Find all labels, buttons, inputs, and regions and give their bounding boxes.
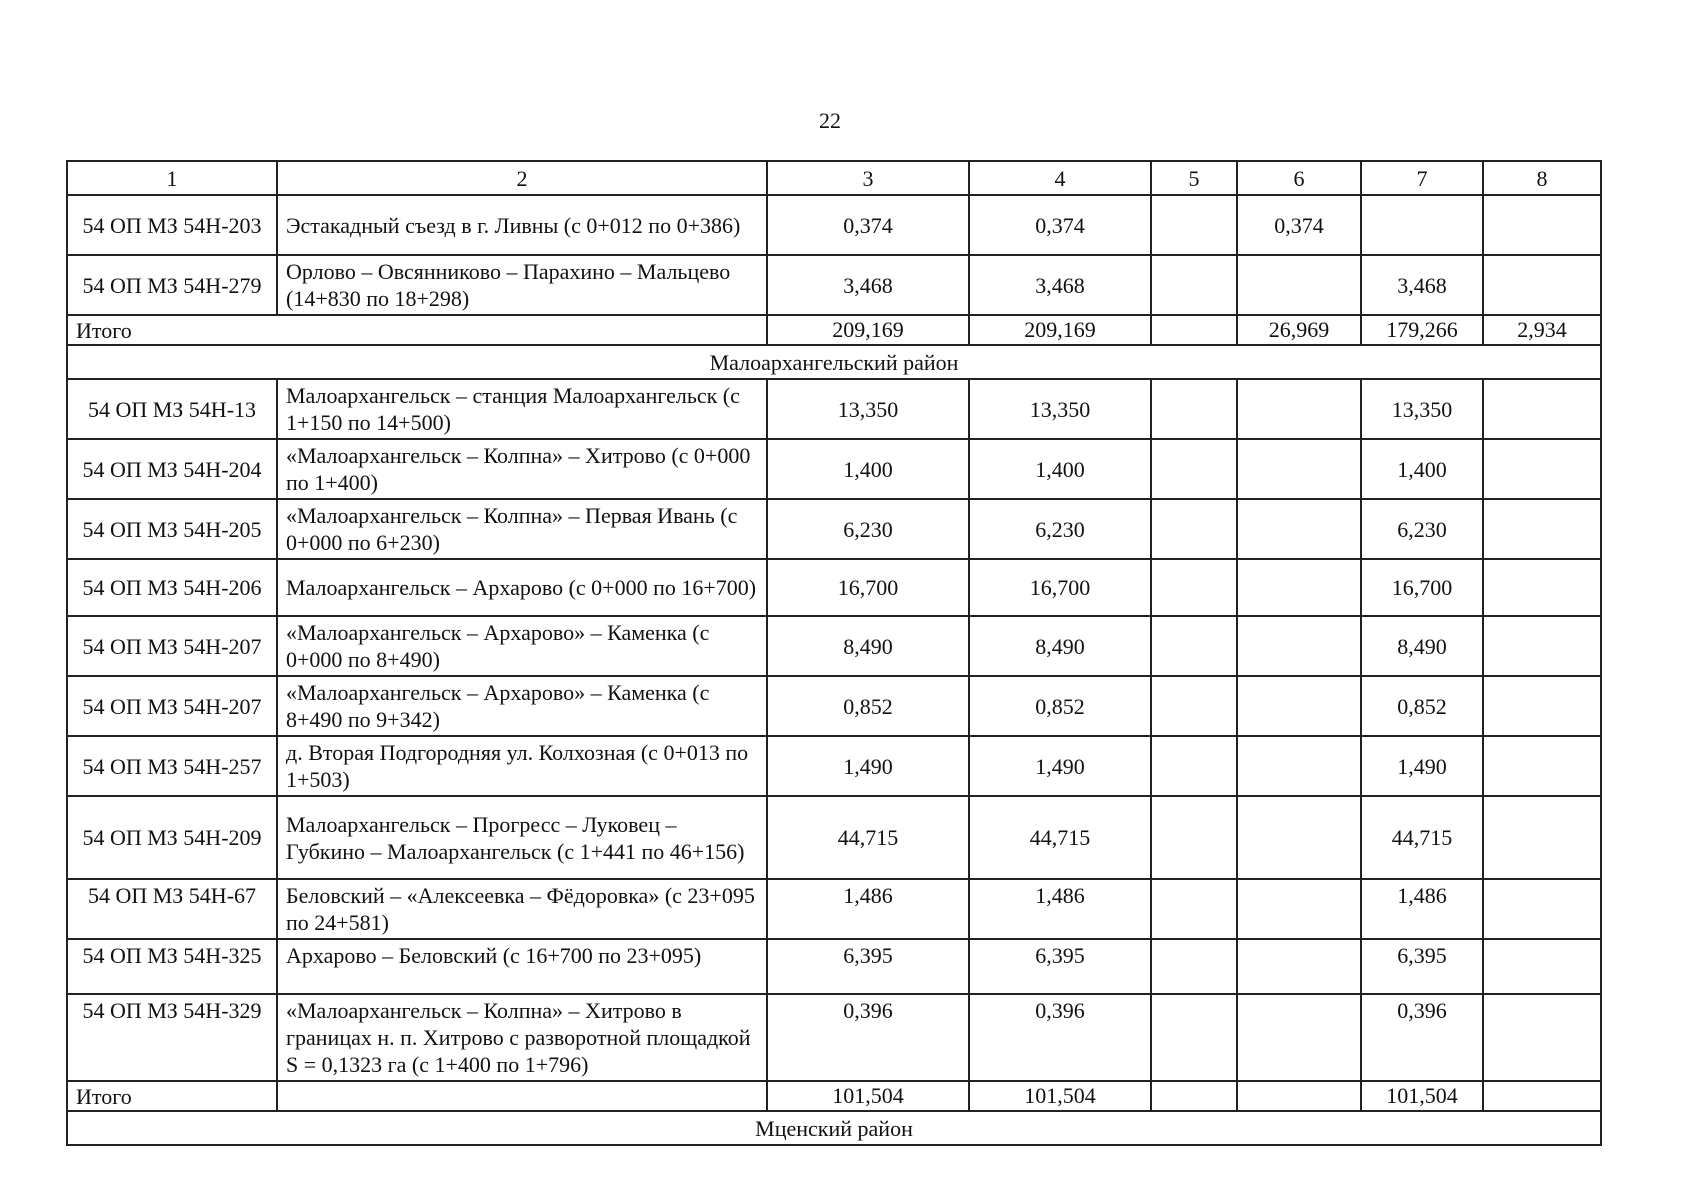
cell-col4: 0,852 [969,676,1151,736]
total-col5 [1151,315,1237,345]
road-code: 54 ОП МЗ 54Н-207 [67,616,277,676]
cell-col5 [1151,559,1237,616]
table-row [67,379,1601,439]
cell-col5 [1151,439,1237,499]
cell-col3: 1,400 [767,439,969,499]
cell-col6: 0,374 [1237,195,1361,255]
total-row [67,315,1601,345]
cell-col8 [1483,255,1601,315]
road-name: д. Вторая Подгородняя ул. Колхозная (с 0+013 по 1+503) [277,736,767,796]
table-row [67,499,1601,559]
column-number: 8 [1483,161,1601,195]
total-col6: 26,969 [1237,315,1361,345]
road-name: «Малоархангельск – Архарово» – Каменка (с 8+490 по 9+342) [277,676,767,736]
road-code: 54 ОП МЗ 54Н-67 [67,879,277,939]
cell-col7: 13,350 [1361,379,1483,439]
road-code: 54 ОП МЗ 54Н-206 [67,559,277,616]
cell-col3: 0,374 [767,195,969,255]
table-row [67,736,1601,796]
cell-col4: 0,374 [969,195,1151,255]
cell-col3: 6,395 [767,939,969,994]
page-number: 22 [819,108,841,133]
total-col3: 101,504 [767,1081,969,1111]
cell-col7: 44,715 [1361,796,1483,879]
cell-col6 [1237,379,1361,439]
cell-col7: 1,490 [1361,736,1483,796]
cell-col3: 1,490 [767,736,969,796]
cell-col7: 1,400 [1361,439,1483,499]
road-code: 54 ОП МЗ 54Н-207 [67,676,277,736]
road-code: 54 ОП МЗ 54Н-329 [67,994,277,1081]
cell-col3: 0,852 [767,676,969,736]
column-number: 7 [1361,161,1483,195]
cell-col5 [1151,195,1237,255]
cell-col4: 1,486 [969,879,1151,939]
road-name: «Малоархангельск – Колпна» – Хитрово в границах н. п. Хитрово с разворотной площадкой S = 0,1323 га (с 1+400 по 1+796) [277,994,767,1081]
cell-col5 [1151,499,1237,559]
cell-col7: 6,395 [1361,939,1483,994]
cell-col3: 13,350 [767,379,969,439]
cell-col5 [1151,616,1237,676]
cell-col7: 16,700 [1361,559,1483,616]
road-code: 54 ОП МЗ 54Н-203 [67,195,277,255]
road-name: Эстакадный съезд в г. Ливны (с 0+012 по 0+386) [277,195,767,255]
column-number: 1 [67,161,277,195]
table-row [67,796,1601,879]
column-number: 3 [767,161,969,195]
cell-col8 [1483,676,1601,736]
cell-col6 [1237,994,1361,1081]
column-number: 6 [1237,161,1361,195]
road-code: 54 ОП МЗ 54Н-13 [67,379,277,439]
district-row [67,1111,1601,1145]
total-col6 [1237,1081,1361,1111]
road-code: 54 ОП МЗ 54Н-205 [67,499,277,559]
column-number-row [67,161,1601,195]
table-row [67,879,1601,939]
cell-col8 [1483,939,1601,994]
cell-col3: 8,490 [767,616,969,676]
cell-col7: 1,486 [1361,879,1483,939]
cell-col4: 1,400 [969,439,1151,499]
cell-col4: 1,490 [969,736,1151,796]
cell-col5 [1151,994,1237,1081]
column-number: 5 [1151,161,1237,195]
cell-col6 [1237,796,1361,879]
table-row [67,939,1601,994]
cell-col5 [1151,676,1237,736]
cell-col6 [1237,616,1361,676]
cell-col8 [1483,379,1601,439]
cell-col7: 3,468 [1361,255,1483,315]
road-code: 54 ОП МЗ 54Н-209 [67,796,277,879]
cell-col6 [1237,676,1361,736]
cell-col5 [1151,879,1237,939]
cell-col3: 0,396 [767,994,969,1081]
cell-col4: 16,700 [969,559,1151,616]
cell-col6 [1237,736,1361,796]
cell-col8 [1483,439,1601,499]
road-name: «Малоархангельск – Колпна» – Хитрово (с 0+000 по 1+400) [277,439,767,499]
total-col7: 101,504 [1361,1081,1483,1111]
cell-col3: 3,468 [767,255,969,315]
cell-col3: 16,700 [767,559,969,616]
road-code: 54 ОП МЗ 54Н-325 [67,939,277,994]
table-row [67,559,1601,616]
total-label: Итого [67,315,767,345]
column-number: 2 [277,161,767,195]
cell-col4: 8,490 [969,616,1151,676]
cell-col3: 1,486 [767,879,969,939]
road-name: Малоархангельск – станция Малоархангельск (с 1+150 по 14+500) [277,379,767,439]
cell-col6 [1237,499,1361,559]
cell-col7: 0,852 [1361,676,1483,736]
road-code: 54 ОП МЗ 54Н-257 [67,736,277,796]
cell-col7: 0,396 [1361,994,1483,1081]
table-row [67,439,1601,499]
cell-col8 [1483,499,1601,559]
total-row [67,1081,1601,1111]
road-name: «Малоархангельск – Архарово» – Каменка (с 0+000 по 8+490) [277,616,767,676]
total-col3: 209,169 [767,315,969,345]
district-title: Малоархангельский район [67,345,1601,379]
district-row [67,345,1601,379]
cell-col6 [1237,559,1361,616]
cell-col7: 8,490 [1361,616,1483,676]
cell-col6 [1237,439,1361,499]
cell-col8 [1483,559,1601,616]
road-name: Беловский – «Алексеевка – Фёдоровка» (с 23+095 по 24+581) [277,879,767,939]
road-name: Малоархангельск – Прогресс – Луковец – Губкино – Малоархангельск (с 1+441 по 46+156) [277,796,767,879]
total-col4: 209,169 [969,315,1151,345]
cell-col5 [1151,736,1237,796]
total-col5 [1151,1081,1237,1111]
table-row [67,255,1601,315]
total-col8: 2,934 [1483,315,1601,345]
road-name: Архарово – Беловский (с 16+700 по 23+095) [277,939,767,994]
cell-col4: 3,468 [969,255,1151,315]
total-col4: 101,504 [969,1081,1151,1111]
cell-col5 [1151,939,1237,994]
cell-col5 [1151,379,1237,439]
cell-col3: 44,715 [767,796,969,879]
cell-col7: 6,230 [1361,499,1483,559]
road-name: Орлово – Овсянниково – Парахино – Мальцево (14+830 по 18+298) [277,255,767,315]
cell-col8 [1483,195,1601,255]
column-number: 4 [969,161,1151,195]
cell-col4: 44,715 [969,796,1151,879]
total-col8 [1483,1081,1601,1111]
cell-col6 [1237,255,1361,315]
cell-col8 [1483,796,1601,879]
cell-col6 [1237,879,1361,939]
total-empty [277,1081,767,1111]
cell-col8 [1483,736,1601,796]
cell-col4: 6,395 [969,939,1151,994]
cell-col3: 6,230 [767,499,969,559]
cell-col4: 6,230 [969,499,1151,559]
cell-col7 [1361,195,1483,255]
cell-col8 [1483,616,1601,676]
road-code: 54 ОП МЗ 54Н-279 [67,255,277,315]
road-name: «Малоархангельск – Колпна» – Первая Ивань (с 0+000 по 6+230) [277,499,767,559]
table-row [67,676,1601,736]
road-name: Малоархангельск – Архарово (с 0+000 по 16+700) [277,559,767,616]
cell-col4: 0,396 [969,994,1151,1081]
total-col7: 179,266 [1361,315,1483,345]
cell-col5 [1151,796,1237,879]
cell-col8 [1483,879,1601,939]
cell-col4: 13,350 [969,379,1151,439]
table-row [67,195,1601,255]
roads-table [66,160,1602,1146]
cell-col5 [1151,255,1237,315]
cell-col8 [1483,994,1601,1081]
district-title: Мценский район [67,1111,1601,1145]
cell-col6 [1237,939,1361,994]
table-row [67,616,1601,676]
road-code: 54 ОП МЗ 54Н-204 [67,439,277,499]
table-row [67,994,1601,1081]
total-label: Итого [67,1081,277,1111]
